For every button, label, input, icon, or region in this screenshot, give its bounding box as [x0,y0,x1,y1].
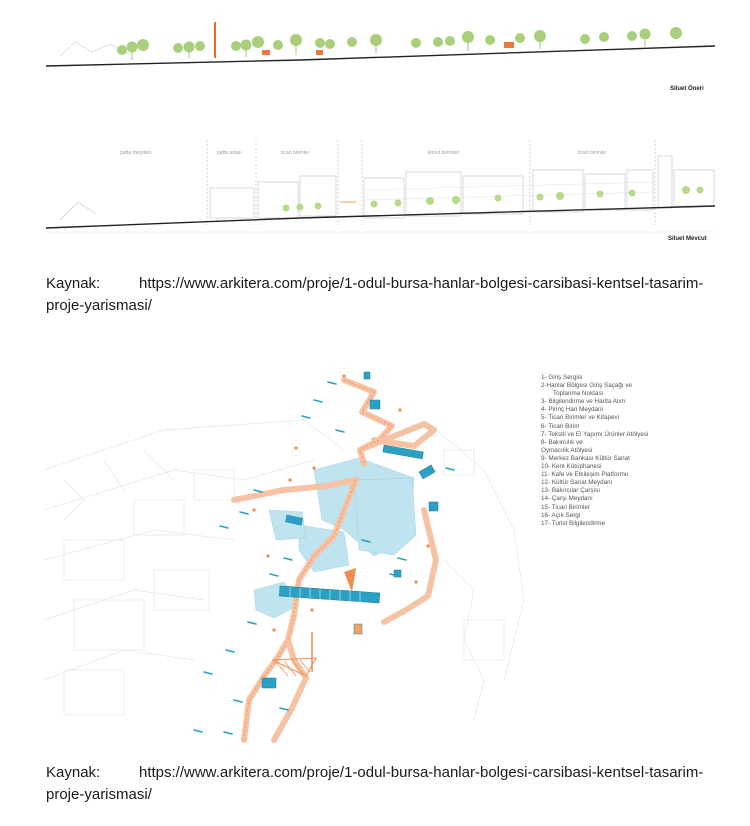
source-caption-1-url-cont[interactable]: proje-yarismasi/ [46,297,152,314]
source-caption-2-url-cont[interactable]: proje-yarismasi/ [46,786,152,803]
source-caption-1-url[interactable]: https://www.arkitera.com/proje/1-odul-bursa-hanlar-bolgesi-carsibasi-kentsel-tasarim- [139,275,704,292]
legend-item: Toplanma Noktası [553,390,604,398]
legend-item: Oymacılık Atölyesi [541,446,593,454]
legend-item: 5- Ticari Birimler ve Kitapevi [541,414,620,422]
legend-item: 4- Pirinç Han Meydanı [541,406,604,414]
site-plan-drawing [44,360,534,750]
legend-item: 2-Hanlar Bölgesi Giriş Saçağı ve [541,382,632,390]
source-caption-2-url[interactable]: https://www.arkitera.com/proje/1-odul-bursa-hanlar-bolgesi-carsibasi-kentsel-tasarim- [139,764,704,781]
site-plan-legend [541,374,711,528]
legend-item: 8- Bakırcılık ve [541,438,583,446]
silhouette-proposed-label: Siluet Öneri [670,86,704,92]
source-caption-2 [46,762,746,806]
silhouette-existing-drawing [0,130,750,250]
zone-label-3: ticari birimler [281,150,310,156]
zone-label-1: pafta meydanı [120,150,152,156]
source-caption-1 [46,273,746,317]
legend-item: 6- Ticari Birim [541,422,580,430]
legend-item: 15- Ticari Birimler [541,503,590,511]
legend-item: 16- Açık Sergi [541,511,581,519]
silhouette-existing-label: Siluet Mevcut [668,236,707,242]
zone-label-2: pafta adası [217,150,242,156]
legend-item: 9- Merkez Bankası Kültür Sanat [541,454,630,462]
legend-item: 14- Çarşı Meydanı [541,495,593,503]
legend-item: 1- Giriş Sergisi [541,374,583,381]
legend-item: 3- Bilgilendirme ve Harita Alım [541,398,626,406]
zone-label-4: konut birimleri [428,150,460,156]
legend-item: 17- Turist Bilgilendirme [541,519,606,527]
legend-item: 13- Bakırcılar Çarşısı [541,487,601,495]
silhouette-proposed-drawing [0,0,750,110]
zone-label-5: ticari birimler [578,150,607,156]
source-caption-2-prefix: Kaynak: [46,764,101,781]
legend-item: 12- Kültür Sanat Meydanı [541,479,613,487]
source-caption-1-prefix: Kaynak: [46,275,101,292]
legend-item: 10- Kent Kütüphanesi [541,463,602,471]
legend-item: 11- Kafe ve Etkileşim Platformu [541,471,629,479]
legend-item: 7- Tekstil ve El Yapımı Ürünler Atölyesi [541,430,649,438]
